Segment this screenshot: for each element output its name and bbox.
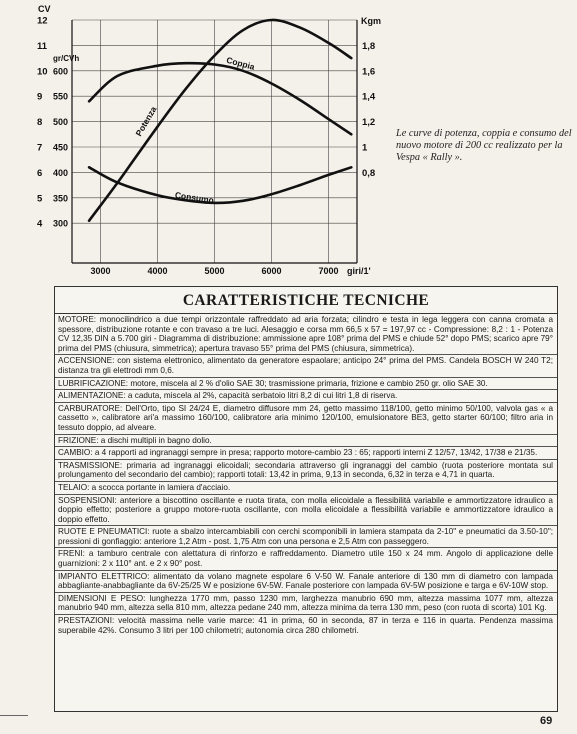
specs-table — [54, 286, 558, 712]
x-tick-label: 5000 — [204, 266, 225, 276]
spec-row-frizione: FRIZIONE: a dischi multipli in bagno dolio. — [55, 435, 557, 448]
series-label-consumo: Consumo — [174, 189, 215, 206]
kgm-tick-label: 1,4 — [362, 91, 376, 103]
x-axis-label: giri/1' — [347, 266, 371, 276]
grcvh-tick-label: 300 — [53, 218, 69, 229]
spec-row-motore: MOTORE: monocilindrico a due tempi orizzontale raffreddato ad aria forzata; cilindro e testa in lega leggera con canna cromata a spessore, distribuzione rotante e con travaso a tre luci. Alesaggio e corsa mm 66,5 x 57 = 197,97 cc - Compressione: 8,2 : 1 - Potenza CV 12,35 DIN a 5.700 giri - Diagramma di distribuzione: ammissione apre 108° prima del PMS e chiude 52° dopo PMS; scarico apre 79° prima del PMS (chiusura, simmetrica); apertura travaso 55° prima del PMS (chiusura, simmetrica). — [55, 314, 557, 355]
grcvh-tick-label: 350 — [53, 193, 69, 204]
cv-tick-label: 7 — [37, 142, 43, 154]
cv-tick-label: 12 — [37, 15, 48, 27]
kgm-tick-label: 1,6 — [362, 66, 376, 78]
grcvh-tick-label: 550 — [53, 91, 69, 102]
spec-row-impianto-elettrico: IMPIANTO ELETTRICO: alimentato da volano magnete espolare 6 V-50 W. Fanale anteriore di 130 mm di diametro con lampada abbagliante-anabbagliante da 6V-25/25 W e posizione 6V-5W. Fanale posteriore con lampada 6V-5W posizione e targa e 6V-10W stop. — [55, 571, 557, 593]
specs-title: CARATTERISTICHE TECNICHE — [55, 287, 557, 314]
x-tick-label: 7000 — [318, 266, 339, 276]
spec-row-sospensioni: SOSPENSIONI: anteriore a biscottino oscillante e ruota tirata, con molla elicoidale a flessibilità variabile e ammortizzatore idraulico a doppio effetto; posteriore a gruppo motore-ruota oscillante, con molla elicoidale a flessibilità variabile e ammortizzatore idraulico a doppio effetto. — [55, 495, 557, 527]
kgm-tick-label: 1 — [362, 142, 368, 154]
kgm-axis-label: Kgm — [361, 16, 381, 26]
cv-tick-label: 4 — [37, 218, 43, 230]
series-label-coppia: Coppia — [225, 54, 256, 72]
kgm-tick-label: 0,8 — [362, 167, 376, 179]
cv-tick-label: 5 — [37, 193, 43, 205]
x-tick-label: 3000 — [90, 266, 111, 276]
series-line-potenza — [89, 20, 351, 221]
cv-tick-label: 9 — [37, 91, 43, 103]
page-number: 69 — [540, 715, 553, 727]
grcvh-tick-label: 500 — [53, 117, 69, 128]
spec-row-trasmissione: TRASMISSIONE: primaria ad ingranaggi elicoidali; secondaria attraverso gli ingranaggi del cambio (ruota posteriore montata sul prolungamento del secondario del cambio); rapporti totali: 13,42 in prima, 9,13 in seconda, 6,32 in terza e 4,71 in quarta. — [55, 460, 557, 482]
grcvh-tick-label: 400 — [53, 167, 69, 178]
footer-rule — [0, 715, 28, 716]
grcvh-axis-label: gr/CVh — [53, 54, 80, 64]
kgm-tick-label: 1,2 — [362, 117, 376, 129]
spec-row-lubrificazione: LUBRIFICAZIONE: motore, miscela al 2 % d'olio SAE 30; trasmissione primaria, frizione e cambio 250 gr. olio SAE 30. — [55, 378, 557, 391]
cv-axis-label: CV — [38, 4, 51, 14]
cv-tick-label: 6 — [37, 167, 43, 179]
spec-row-dimensioni-peso: DIMENSIONI E PESO: lunghezza 1770 mm, passo 1230 mm, larghezza manubrio 690 mm, altezza massima 1077 mm, altezza manubrio 940 mm, altezza sella 810 mm, altezza pedane 240 mm, altezza minima da terra 130 mm, peso (con ruota di scorta) 101 Kg. — [55, 593, 557, 615]
spec-row-telaio: TELAIO: a scocca portante in lamiera d'acciaio. — [55, 482, 557, 495]
chart-caption: Le curve di potenza, coppia e consumo del nuovo motore di 200 cc realizzato per la Vespa « Rally ». — [396, 128, 572, 163]
kgm-tick-label: 1,8 — [362, 40, 376, 52]
grcvh-tick-label: 600 — [53, 66, 69, 77]
spec-row-ruote-pneumatici: RUOTE E PNEUMATICI: ruote a sbalzo intercambiabili con cerchi scomponibili in lamiera stampata da 2-10" e pneumatici da 3.50-10"; pressioni di gonfiaggio: anteriore 1,2 Atm - post. 1,75 Atm con una persona e 2,5 Atm con passeggero. — [55, 526, 557, 548]
spec-row-carburatore: CARBURATORE: Dell'Orto, tipo SI 24/24 E, diametro diffusore mm 24, getto massimo 118/100, getto minimo 50/100, valvola gas « a cassetto », calibratore ari'a massimo 160/100, calibratore aria minimo 120/100, emulsionatore BE3, getto starter 60/100; filtro aria in tessuto doppio, ad alveare. — [55, 403, 557, 435]
spec-row-freni: FRENI: a tamburo centrale con alettatura di rinforzo e raffreddamento. Diametro utile 150 x 24 mm. Angolo di applicazione delle guarnizioni: 2 x 110° ant. e 2 x 90° post. — [55, 548, 557, 570]
cv-tick-label: 8 — [37, 117, 43, 129]
x-tick-label: 4000 — [147, 266, 168, 276]
cv-tick-label: 11 — [37, 40, 48, 52]
series-line-coppia — [89, 63, 351, 134]
spec-row-alimentazione: ALIMENTAZIONE: a caduta, miscela al 2%, capacità serbatoio litri 8,2 di cui litri 1,8 di riserva. — [55, 390, 557, 403]
spec-row-cambio: CAMBIO: a 4 rapporti ad ingranaggi sempre in presa; rapporto motore-cambio 23 : 65; rapporti interni Z 12/57, 13/42, 17/38 e 21/35. — [55, 447, 557, 460]
grcvh-tick-label: 450 — [53, 142, 69, 153]
series-label-potenza: Potenza — [133, 104, 159, 138]
cv-tick-label: 10 — [37, 66, 48, 78]
x-tick-label: 6000 — [261, 266, 282, 276]
spec-row-accensione: ACCENSIONE: con sistema elettronico, alimentato da generatore espaolare; anticipo 24° prima del PMS. Candela BOSCH W 240 T2; distanza tra gli elettrodi mm 0,6. — [55, 355, 557, 377]
spec-row-prestazioni: PRESTAZIONI: velocità massima nelle varie marce: 41 in prima, 60 in seconda, 87 in terza e 116 in quarta. Pendenza massima superabile 42%. Consumo 3 litri per 100 chilometri; autonomia circa 280 chilometri. — [58, 616, 553, 635]
